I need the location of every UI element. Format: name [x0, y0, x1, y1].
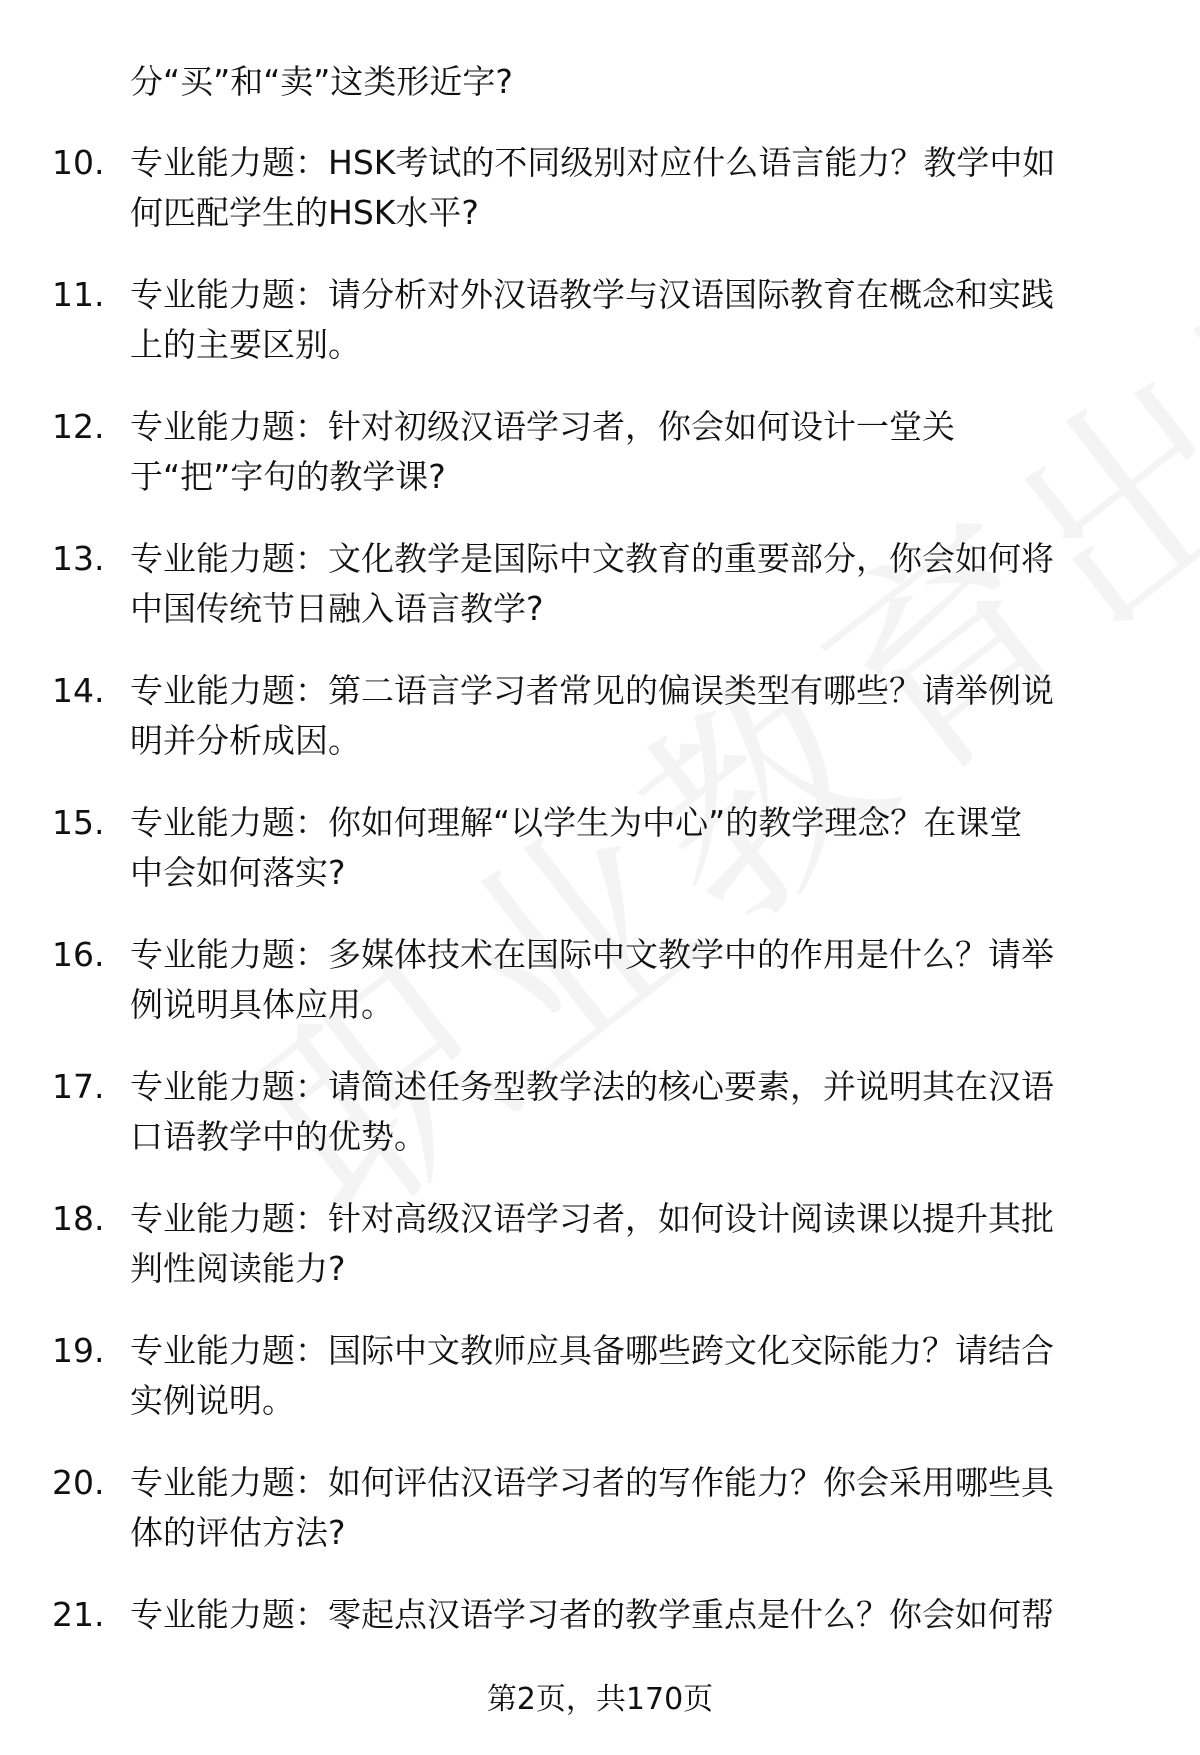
item-line: 专业能力题：请分析对外汉语教学与汉语国际教育在概念和实践	[130, 275, 1054, 314]
item-text	[130, 138, 1150, 238]
item-line: 专业能力题：如何评估汉语学习者的写作能力？你会采用哪些具	[130, 1463, 1054, 1502]
item-number: 20.	[52, 1463, 105, 1502]
item-line: 专业能力题：国际中文教师应具备哪些跨文化交际能力？请结合	[130, 1331, 1054, 1370]
item-number: 21.	[52, 1595, 105, 1634]
item-text	[130, 1062, 1150, 1162]
list-item-17	[0, 1062, 1200, 1194]
list-item-10	[0, 138, 1200, 270]
item-line: 体的评估方法?	[130, 1513, 346, 1552]
item-line: 中会如何落实?	[130, 853, 346, 892]
question-list	[0, 138, 1200, 1722]
list-item-16	[0, 930, 1200, 1062]
item-number: 12.	[52, 407, 105, 446]
item-number: 14.	[52, 671, 105, 710]
item-line: 专业能力题：请简述任务型教学法的核心要素，并说明其在汉语	[130, 1067, 1054, 1106]
item-line: 于“把”字句的教学课?	[130, 457, 446, 496]
item-number: 13.	[52, 539, 105, 578]
item-line: 专业能力题：针对高级汉语学习者，如何设计阅读课以提升其批	[130, 1199, 1054, 1238]
item-line: 口语教学中的优势。	[130, 1117, 427, 1156]
item-line: 专业能力题：零起点汉语学习者的教学重点是什么？你会如何帮	[130, 1595, 1054, 1634]
item-line: 专业能力题：针对初级汉语学习者，你会如何设计一堂关	[130, 407, 955, 446]
item-text	[130, 930, 1150, 1030]
item-text	[130, 1326, 1150, 1426]
item-line: 判性阅读能力?	[130, 1249, 346, 1288]
item-line: 例说明具体应用。	[130, 985, 394, 1024]
item-line: 实例说明。	[130, 1381, 295, 1420]
item-number: 15.	[52, 803, 105, 842]
item-line: 上的主要区别。	[130, 325, 361, 364]
page-footer: 第2页，共170页	[486, 1682, 714, 1717]
item-text	[130, 1194, 1150, 1294]
item-number: 11.	[52, 275, 105, 314]
list-item-15	[0, 798, 1200, 930]
continued-text-fragment: 分“买”和“卖”这类形近字?	[130, 62, 513, 101]
list-item-13	[0, 534, 1200, 666]
item-line: 何匹配学生的HSK水平?	[130, 193, 479, 232]
item-line: 专业能力题：多媒体技术在国际中文教学中的作用是什么？请举	[130, 935, 1054, 974]
item-number: 19.	[52, 1331, 105, 1370]
item-line: 专业能力题：第二语言学习者常见的偏误类型有哪些？请举例说	[130, 671, 1054, 710]
item-text	[130, 798, 1150, 898]
list-item-14	[0, 666, 1200, 798]
item-line: 明并分析成因。	[130, 721, 361, 760]
item-line: 专业能力题：你如何理解“以学生为中心”的教学理念？在课堂	[130, 803, 1023, 842]
item-text	[130, 402, 1150, 502]
list-item-18	[0, 1194, 1200, 1326]
item-line: 专业能力题：文化教学是国际中文教育的重要部分，你会如何将	[130, 539, 1054, 578]
item-line: 中国传统节日融入语言教学?	[130, 589, 544, 628]
item-number: 10.	[52, 143, 105, 182]
item-number: 18.	[52, 1199, 105, 1238]
item-text	[130, 1590, 1150, 1640]
item-line: 专业能力题：HSK考试的不同级别对应什么语言能力？教学中如	[130, 143, 1056, 182]
item-number: 17.	[52, 1067, 105, 1106]
list-item-12	[0, 402, 1200, 534]
list-item-19	[0, 1326, 1200, 1458]
item-text	[130, 666, 1150, 766]
item-text	[130, 1458, 1150, 1558]
list-item-20	[0, 1458, 1200, 1590]
item-text	[130, 534, 1150, 634]
item-number: 16.	[52, 935, 105, 974]
item-text	[130, 270, 1150, 370]
list-item-11	[0, 270, 1200, 402]
